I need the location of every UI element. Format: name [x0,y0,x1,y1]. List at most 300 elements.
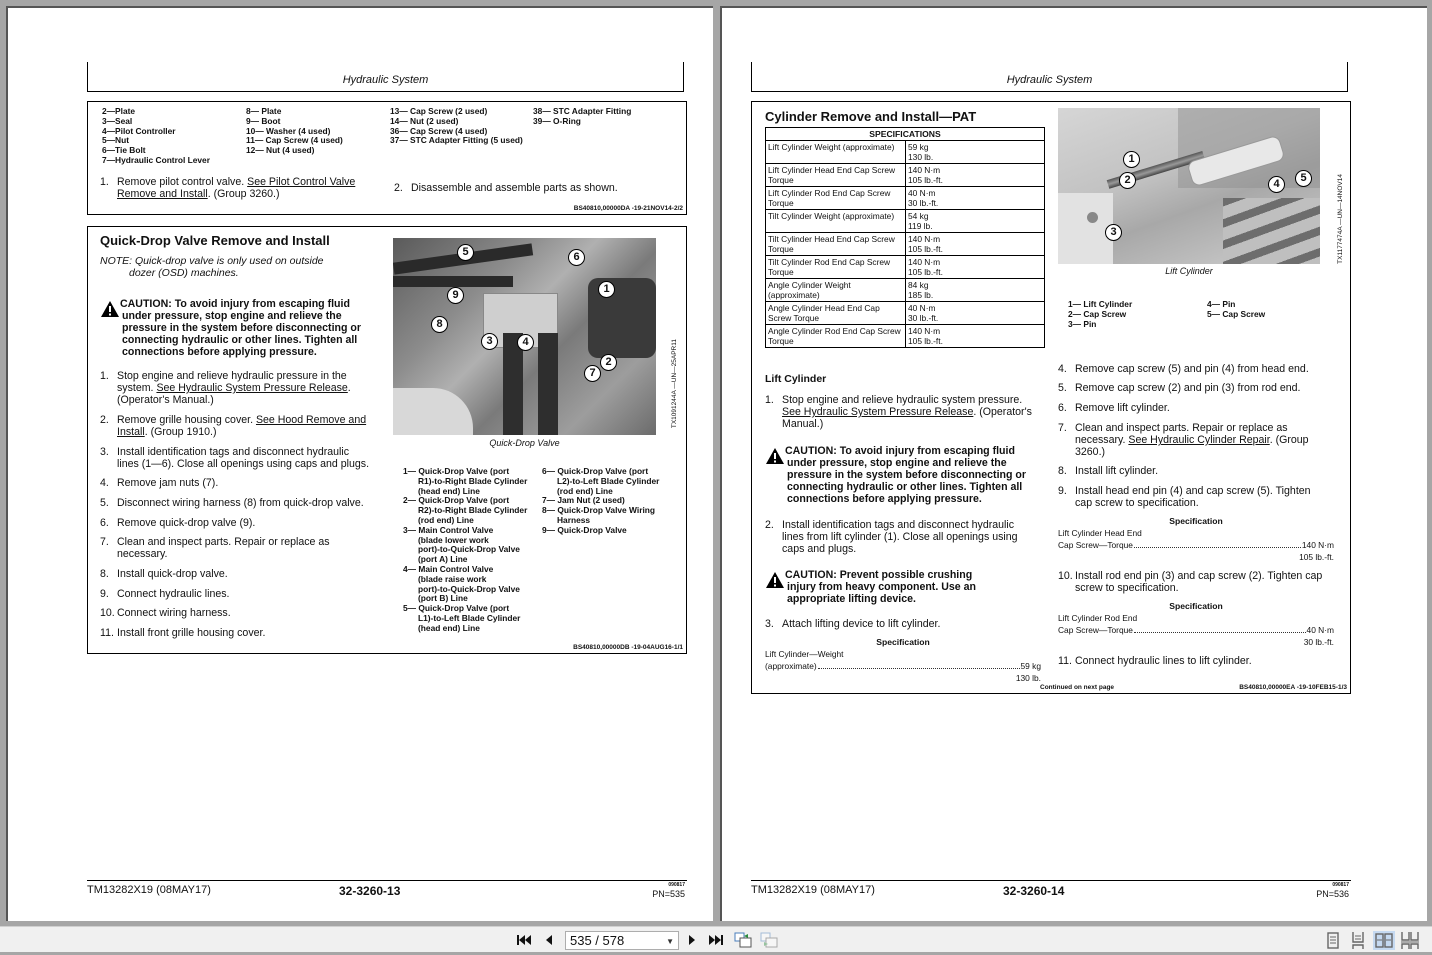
step-number: 11. [1058,655,1072,667]
table-row [766,141,1045,164]
step-text: Disconnect wiring harness (8) from quick-drop valve. [117,497,364,509]
step-number: 9. [1058,485,1067,497]
legend-item: 12— Nut (4 used) [246,145,315,156]
spec-value-imperial: 105 lb.-ft. [908,336,943,346]
table-row [766,233,1045,256]
callout-6: 6 [568,249,585,266]
step-text [1075,422,1309,458]
next-page-button[interactable] [682,931,702,949]
spec-value-imperial: 30 lb.-ft. [908,313,939,323]
page-footer [751,880,1351,899]
spec-value-metric: 140 N·m [908,165,941,175]
step-text-part: . (Operator's [973,406,1032,418]
navigation-toolbar [0,926,1432,952]
table-row [766,210,1045,233]
step-text [1075,570,1322,594]
spec-label: (approximate) [765,661,817,671]
legend-item: 5— Cap Screw [1207,308,1266,319]
single-page-view-button[interactable] [1322,931,1344,950]
step-text-part: necessary. [1075,434,1129,446]
legend-item: (rod end) Line [557,485,613,496]
document-id: TM13282X19 (08MAY17) [87,884,211,896]
table-row [766,302,1045,325]
spec-value-metric: 59 kg [908,142,929,152]
spec-label: Lift Cylinder Head End Cap Screw Torque [766,164,906,187]
step-number: 2. [100,414,109,426]
step-text: Disassemble and assemble parts as shown. [411,182,618,194]
caution-text [785,445,1026,505]
warning-triangle-icon [100,300,120,318]
step-number: 1. [100,176,109,188]
spec-row [1058,624,1334,636]
go-back-icon [734,932,752,948]
caution-line: pressure in the system before disconnecting or [122,322,362,335]
caution-text [120,298,361,358]
step-number: 6. [100,517,109,529]
page-535 [6,6,713,921]
spec-label: Tilt Cylinder Weight (approximate) [766,210,906,233]
figure-legend-col-1 [1068,300,1132,329]
last-page-button[interactable] [706,931,726,949]
first-page-button[interactable] [514,931,534,949]
legend-item: 13— Cap Screw (2 used) [390,106,488,116]
caution-line: connections before applying pressure. [787,493,982,506]
step-line: (Operator's Manual.) [117,394,214,406]
link-pilot-control-valve[interactable]: See Pilot Control Valve [247,176,356,188]
legend-item: 37— STC Adapter Fitting (5 used) [390,135,523,146]
spec-value-metric: 140 N·m [908,257,941,267]
step-text: Install front grille housing cover. [117,627,266,639]
step-number: 9. [100,588,109,600]
spec-value-metric: 140 N·m [908,326,941,336]
step-line: Manual.) [782,418,824,430]
spec-value [906,233,1045,256]
reference-code: BS40810,00000DA -19-21NOV14-2/2 [573,205,683,212]
spec-value-imperial: 30 lb.-ft. [908,198,939,208]
spec-heading: Specification [876,637,930,647]
step-text: Install lift cylinder. [1075,465,1159,477]
reference-code: BS40810,00000DB -19-04AUG16-1/1 [573,644,683,651]
page-number: 32-3260-14 [1003,884,1065,898]
step-line: Clean and inspect parts. Repair or replace as [1075,422,1288,434]
legend-item: 2— Quick-Drop Valve (port [403,495,510,506]
spec-rod-end-torque [1058,600,1334,648]
caution-line: under pressure, stop engine and relieve the [787,457,1007,470]
step-number: 5. [1058,382,1067,394]
step-number: 4. [100,477,109,489]
caution-line: connecting hydraulic or other lines. Tighten all [122,334,358,347]
spec-value-imperial: 185 lb. [908,290,934,300]
spec-value: 130 lb. [1015,673,1041,683]
callout-8: 8 [431,316,448,333]
warning-triangle-icon [765,447,785,465]
step-text-part: . (Group 1910.) [144,426,217,438]
link-remove-and-install[interactable]: Remove and Install [117,188,208,200]
link-pressure-release[interactable]: See Hydraulic System Pressure Release [156,382,348,394]
page-footer [87,880,687,899]
step-number: 7. [1058,422,1067,434]
page-header [751,62,1348,92]
link-hood-install[interactable]: Install [117,426,145,438]
spec-row [765,660,1041,672]
step-text: Install quick-drop valve. [117,568,228,580]
legend-item: 14— Nut (2 used) [390,115,459,126]
link-cylinder-repair[interactable]: See Hydraulic Cylinder Repair [1128,434,1270,446]
legend-item: (port A) Line [418,554,468,565]
warning-triangle-icon [765,571,785,589]
page-header [87,62,684,92]
step-number: 10. [100,607,115,619]
figure-caption: Lift Cylinder [1165,266,1213,276]
step-text [117,414,366,438]
pilot-control-section [87,101,687,215]
table-row [766,164,1045,187]
step-line: Install identification tags and disconnect hydraulic [117,446,350,458]
legend-item: 8— Plate [246,106,282,116]
continued-notice: Continued on next page [1040,684,1115,691]
step-number: 7. [100,536,109,548]
facing-view-button[interactable] [1373,931,1395,950]
continuous-facing-view-button[interactable] [1399,931,1421,950]
table-row [766,256,1045,279]
previous-page-icon [544,933,554,947]
spec-label: Angle Cylinder Head End Cap Screw Torque [766,302,906,325]
spec-value-imperial: 130 lb. [908,152,934,162]
step-line: cap screw to specification. [1075,497,1199,509]
legend-item: 6— Quick-Drop Valve (port [542,466,649,476]
leader-dots [818,660,1020,669]
spec-value: 105 lb.-ft. [1299,552,1334,562]
spec-value [906,164,1045,187]
step-line: Install identification tags and disconnect hydraulic [782,519,1015,531]
legend-item: 2—Plate [102,106,136,116]
legend-item: (head end) Line [418,622,480,633]
step-line: necessary. [117,548,168,560]
spec-value [906,141,1045,164]
legend-item: (blade lower work [418,534,489,545]
step-text: Remove cap screw (5) and pin (4) from head end. [1075,363,1309,375]
step-number: 3. [765,618,774,630]
subheading: Lift Cylinder [765,373,827,385]
legend-col-3 [390,107,523,146]
callout-1: 1 [598,281,615,298]
step-line: caps and plugs. [782,543,857,555]
next-page-icon [687,933,697,947]
step-text [117,370,351,406]
step-text-part: system. [117,382,157,394]
page-number-select[interactable] [565,931,679,950]
figure-id: TX1177474A —UN—14NOV14 [1337,174,1344,264]
spec-value: 59 kg [1020,661,1041,671]
legend-item: 1— Lift Cylinder [1068,299,1133,309]
spec-value [906,256,1045,279]
figure-legend-col-2 [1207,300,1265,320]
spec-value-metric: 40 N·m [908,188,936,198]
legend-col-4 [533,107,631,127]
step-number: 10. [1058,570,1073,582]
date-code: 090817 [668,882,685,888]
leader-dots [1134,624,1306,633]
step-number: 2. [394,182,403,194]
spec-label: Tilt Cylinder Head End Cap Screw Torque [766,233,906,256]
spec-label: Lift Cylinder Rod End Cap Screw Torque [766,187,906,210]
step-line: Stop engine and relieve hydraulic system pressure. [782,394,1023,406]
step-line: lines (1—6). Close all openings using caps and plugs. [117,458,370,470]
legend-item: 39— O-Ring [533,115,581,126]
spec-label: Angle Cylinder Weight (approximate) [766,279,906,302]
page-number: 32-3260-13 [339,884,401,898]
caution-line: pressure in the system before disconnecting or [787,469,1027,482]
spec-value-metric: 40 N·m [908,303,936,313]
spec-value [906,325,1045,348]
step-text-part: Remove grille housing cover. [117,414,256,426]
step-text-part: . (Group 3260.) [207,188,280,200]
legend-item: 38— STC Adapter Fitting [533,106,632,116]
go-forward-icon [760,932,778,948]
legend-item: 7— Jam Nut (2 used) [542,495,625,506]
legend-item: L2)-to-Left Blade Cylinder [557,475,660,486]
step-text-part: . [347,382,351,394]
spec-value: 40 N·m [1306,625,1334,635]
leader-dots [1134,539,1301,548]
specifications-table [765,127,1045,348]
figure-id: TX1091244A —UN—25APR11 [671,339,678,429]
caution-line: CAUTION: Prevent possible crushing [785,569,973,581]
pn-number: PN=535 [652,889,685,899]
legend-item: R1)-to-Right Blade Cylinder [418,475,528,486]
note-line: dozer (OSD) machines. [129,267,239,279]
quick-drop-section [87,226,687,654]
legend-item: 5— Quick-Drop Valve (port [403,603,510,614]
facing-pages-icon [1373,931,1395,950]
spec-value [906,279,1045,302]
pn-number: PN=536 [1316,889,1349,899]
spec-label: Lift Cylinder—Weight [765,649,844,659]
callout-1: 1 [1123,151,1140,168]
date-code: 090817 [1332,882,1349,888]
continuous-view-button[interactable] [1347,931,1369,950]
legend-item: 11— Cap Screw (4 used) [246,135,343,146]
spec-label: Lift Cylinder Weight (approximate) [766,141,906,164]
table-row [766,187,1045,210]
step-text: Remove quick-drop valve (9). [117,517,256,529]
chevron-down-icon: ▼ [666,937,674,946]
legend-item: Harness [557,514,591,525]
legend-item: 3— Main Control Valve [403,524,494,535]
last-page-icon [708,933,724,947]
legend-item: 4—Pilot Controller [102,125,176,136]
legend-item: 36— Cap Screw (4 used) [390,125,488,136]
step-text: Connect hydraulic lines to lift cylinder. [1075,655,1252,667]
callout-5: 5 [457,244,474,261]
step-number: 8. [100,568,109,580]
step-line: Install rod end pin (3) and cap screw (2). Tighten cap [1075,570,1323,582]
step-text [117,446,369,470]
step-text [117,536,330,560]
table-row [766,279,1045,302]
step-number: 3. [100,446,109,458]
page-536 [720,6,1427,921]
continuous-page-icon [1347,931,1369,950]
spec-value [906,210,1045,233]
figure-caption: Quick-Drop Valve [489,438,560,448]
continuous-facing-icon [1399,931,1421,950]
spec-value-imperial: 105 lb.-ft. [908,175,943,185]
step-line: 3260.) [1075,446,1106,458]
spec-label: Tilt Cylinder Rod End Cap Screw Torque [766,256,906,279]
figure-legend-col-2 [542,467,687,536]
spec-label: Lift Cylinder Head End [1058,528,1142,538]
spec-value-metric: 54 kg [908,211,929,221]
spec-label: Cap Screw—Torque [1058,540,1133,550]
note-line: NOTE: Quick-drop valve is only used on outside [100,255,324,267]
step-line: Stop engine and relieve hydraulic pressure in the [117,370,347,382]
spec-value-metric: 84 kg [908,280,929,290]
step-text: Remove cap screw (2) and pin (3) from rod end. [1075,382,1301,394]
previous-page-button[interactable] [539,931,559,949]
spec-value-imperial: 119 lb. [908,221,933,231]
step-line: Install head end pin (4) and cap screw (5). Tighten [1075,485,1311,497]
caution-line: appropriate lifting device. [787,593,916,606]
spec-label: Cap Screw—Torque [1058,625,1133,635]
step-line: lines from lift cylinder (1). Close all openings using [782,531,1018,543]
spec-label: Lift Cylinder Rod End [1058,613,1138,623]
tracks-shape [1223,198,1320,264]
callout-3: 3 [481,333,498,350]
go-back-view-button[interactable] [733,931,753,949]
legend-item: 4— Pin [1207,299,1236,309]
step-text [117,176,355,200]
spec-value [906,187,1045,210]
lift-cylinder-photo [1058,108,1320,264]
spec-row [1058,539,1334,551]
step-number: 1. [765,394,774,406]
step-text: Attach lifting device to lift cylinder. [782,618,941,630]
legend-item: (port B) Line [418,593,468,604]
legend-item: port)-to-Quick-Drop Valve [418,544,520,555]
legend-item: 2— Cap Screw [1068,308,1127,319]
caution-line: injury from heavy component. Use an [787,581,976,594]
caution-line: CAUTION: To avoid injury from escaping fluid [120,298,350,310]
spec-label: Angle Cylinder Rod End Cap Screw Torque [766,325,906,348]
caution-line: under pressure, stop engine and relieve the [122,310,342,323]
legend-item: (head end) Line [418,485,480,496]
step-number: 2. [765,519,774,531]
step-text-part: Remove pilot control valve. [117,176,248,188]
note [100,255,324,279]
legend-item: 10— Washer (4 used) [246,125,331,136]
spec-value: 30 lb.-ft. [1303,637,1334,647]
caution-line: connecting hydraulic or other lines. Tighten all [787,481,1023,494]
spec-value-imperial: 105 lb.-ft. [908,244,943,254]
step-line: Clean and inspect parts. Repair or replace as [117,536,330,548]
legend-item: 9— Quick-Drop Valve [542,524,627,535]
callout-2: 2 [1119,172,1136,189]
callout-5: 5 [1295,170,1312,187]
callout-9: 9 [447,287,464,304]
step-number: 5. [100,497,109,509]
step-number: 1. [100,370,109,382]
legend-col-1 [102,107,210,166]
legend-item: L1)-to-Left Blade Cylinder [418,612,521,623]
legend-item: R2)-to-Right Blade Cylinder [418,505,528,516]
legend-item: (rod end) Line [418,514,474,525]
spec-head-end-torque [1058,515,1334,563]
legend-item: 9— Boot [246,115,281,126]
callout-4: 4 [517,334,534,351]
spec-lift-cylinder-weight [765,636,1041,684]
callout-7: 7 [584,365,601,382]
step-text [782,519,1018,555]
step-text-part: . (Group [1269,434,1309,446]
legend-item: 1— Quick-Drop Valve (port [403,466,510,476]
reference-code: BS40810,00000EA -19-10FEB15-1/3 [1239,684,1347,691]
legend-item: 5—Nut [102,135,129,146]
page-indicator: 535 / 578 [570,933,625,948]
link-pressure-release[interactable]: See Hydraulic System Pressure Release [782,406,974,418]
legend-item: 4— Main Control Valve [403,563,494,574]
cylinder-section [751,101,1351,694]
caution-line: connections before applying pressure. [122,346,317,359]
step-text [782,394,1032,430]
quick-drop-valve-photo [393,238,656,435]
step-text: Remove lift cylinder. [1075,402,1170,414]
document-id: TM13282X19 (08MAY17) [751,884,875,896]
hose-shape [538,333,558,435]
step-text: Connect wiring harness. [117,607,231,619]
legend-item: 3—Seal [102,115,133,126]
spec-heading: Specification [1169,601,1223,611]
callout-2: 2 [600,354,617,371]
table-heading: SPECIFICATIONS [766,128,1045,141]
step-text: Remove jam nuts (7). [117,477,219,489]
legend-item: 6—Tie Bolt [102,145,146,156]
step-number: 8. [1058,465,1067,477]
spec-heading: Specification [1169,516,1223,526]
go-forward-view-button[interactable] [759,931,779,949]
hose-shape [393,276,513,287]
single-page-icon [1322,931,1344,950]
section-title: Quick-Drop Valve Remove and Install [100,233,330,248]
callout-4: 4 [1268,176,1285,193]
step-number: 11. [100,627,114,639]
link-hood-remove[interactable]: See Hood Remove and [255,414,367,426]
spec-value-metric: 140 N·m [908,234,941,244]
first-page-icon [516,933,532,947]
legend-item: port)-to-Quick-Drop Valve [418,583,520,594]
spec-value [906,302,1045,325]
section-title: Cylinder Remove and Install—PAT [765,109,977,124]
spec-value: 140 N·m [1301,540,1334,550]
caution-text [785,569,976,605]
legend-item: 8— Quick-Drop Valve Wiring [542,505,656,516]
legend-col-2 [246,107,343,156]
tank-shape [393,388,473,435]
header-text: Hydraulic System [1006,74,1093,86]
header-text: Hydraulic System [342,74,429,86]
callout-3: 3 [1105,224,1122,241]
table-row [766,325,1045,348]
legend-item: 3— Pin [1068,318,1097,329]
figure-legend-col-1 [403,467,548,634]
legend-item: (blade raise work [418,573,487,584]
step-text [1075,485,1311,509]
step-number: 6. [1058,402,1067,414]
spec-value-imperial: 105 lb.-ft. [908,267,943,277]
caution-line: CAUTION: To avoid injury from escaping fluid [785,445,1015,457]
step-text: Connect hydraulic lines. [117,588,230,600]
step-number: 4. [1058,363,1067,375]
